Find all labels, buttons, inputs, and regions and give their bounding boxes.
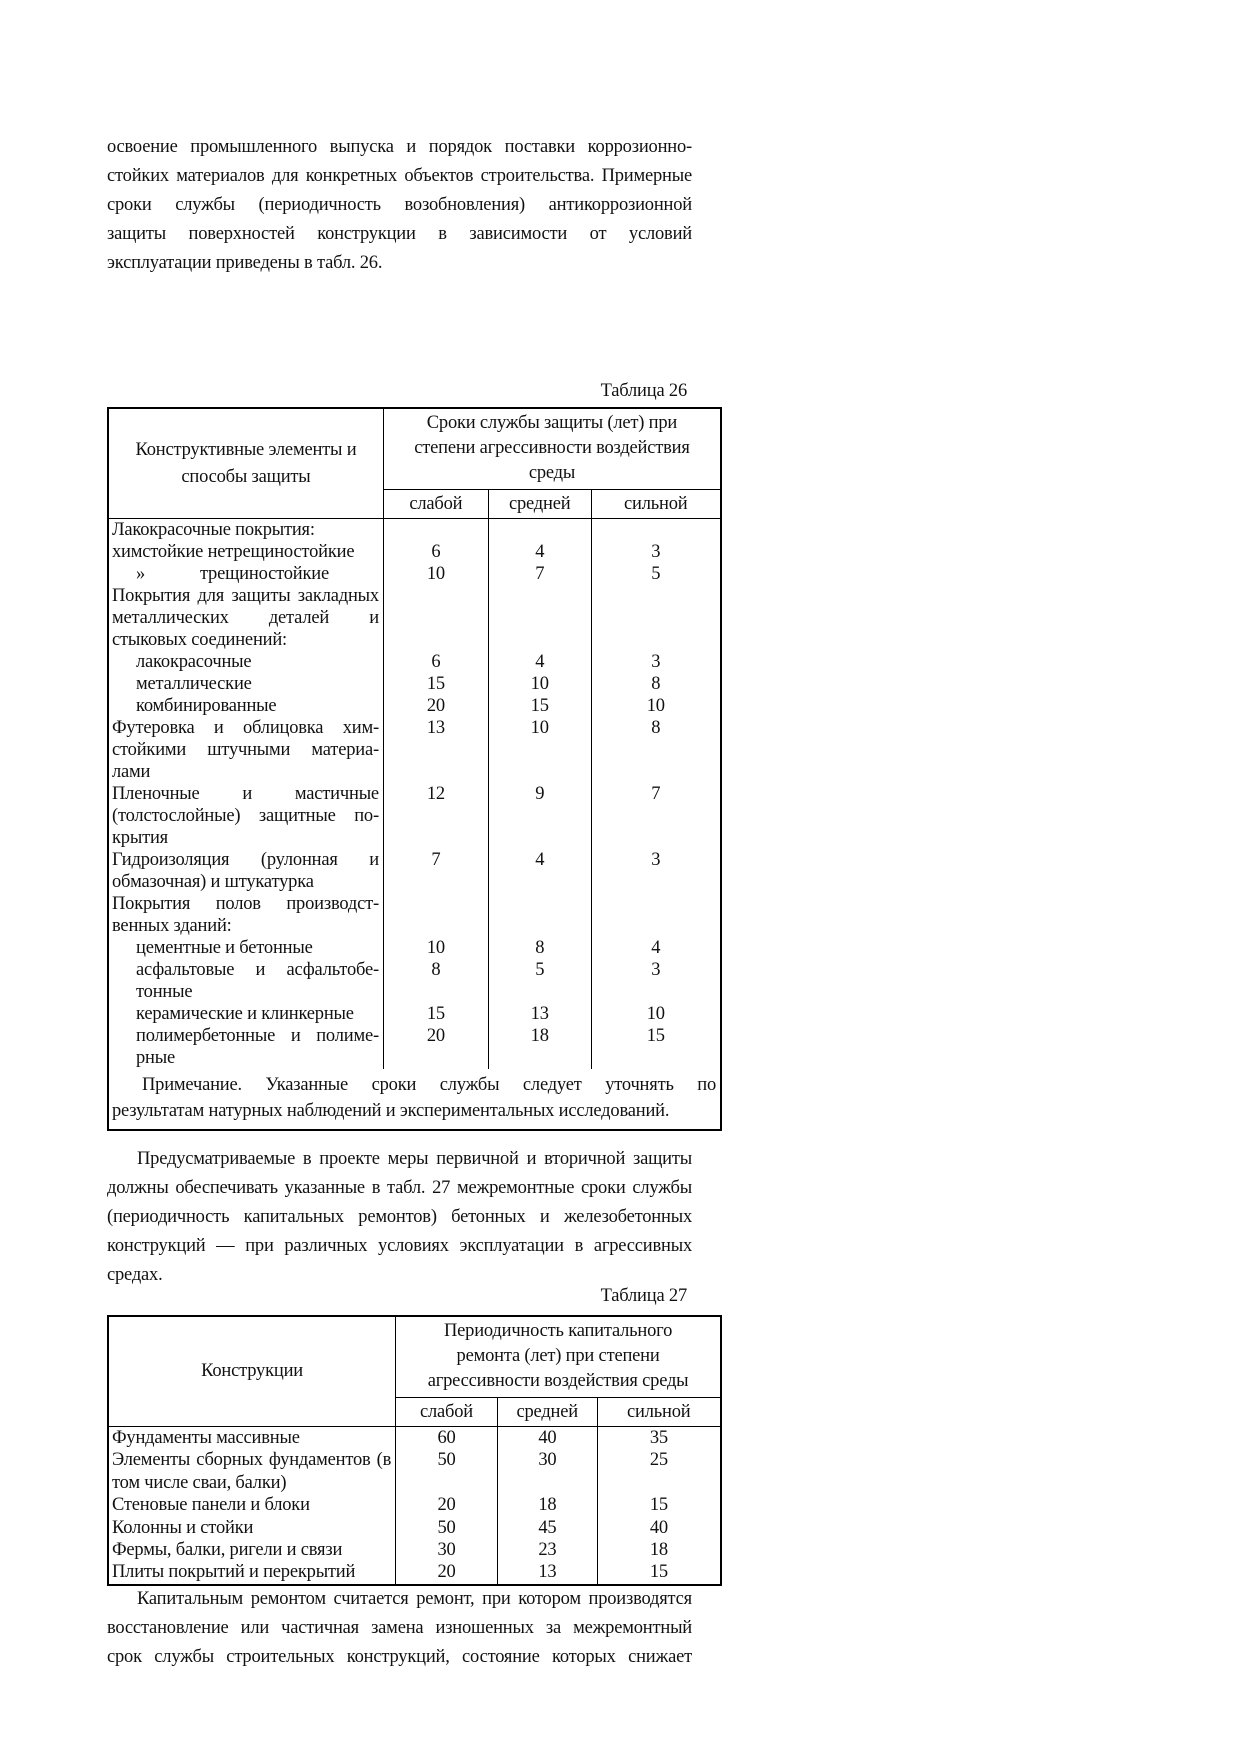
text-line: сроки службы (периодичность возобновления) антикоррозионной	[107, 195, 692, 215]
text-line: Фундаменты массивные	[112, 1428, 300, 1448]
text-line: металлических деталей и	[112, 608, 379, 628]
header-line: степени агрессивности воздействия	[414, 438, 690, 458]
row-label-cell	[109, 1561, 396, 1583]
value-cell: 15	[426, 674, 445, 694]
text-line: лами	[112, 762, 151, 782]
text-line: Лакокрасочные покрытия:	[112, 520, 315, 540]
text-line: Капитальным ремонтом считается ремонт, при котором производятся	[137, 1589, 692, 1609]
text-line: крытия	[112, 828, 168, 848]
text-line: Пленочные и мастичные	[112, 784, 379, 804]
value-cell: 50	[437, 1517, 456, 1538]
text-line: (толстослойные) защитные по-	[112, 806, 379, 826]
row-label-cell	[109, 651, 384, 673]
text-line: конструкций — при различных условиях эксплуатации в агрессивных	[107, 1236, 692, 1256]
table-row	[109, 651, 720, 673]
table26-subheader	[384, 490, 720, 518]
table26-note	[109, 1069, 720, 1129]
subheader-cell: средней	[497, 1398, 598, 1426]
value-cell: 40	[649, 1517, 668, 1538]
value-cell: 20	[426, 696, 445, 716]
header-line: способы защиты	[181, 466, 311, 487]
header-span-lines	[384, 409, 720, 490]
table27-header-col1	[109, 1317, 396, 1426]
table-row	[109, 563, 720, 585]
value-cell: 4	[651, 938, 661, 958]
value-cell	[384, 519, 488, 541]
table-row	[109, 673, 720, 695]
table26	[107, 407, 722, 1131]
header-line: агрессивности воздействия среды	[427, 1371, 689, 1391]
value-cell: 5	[488, 959, 592, 1003]
text-line: срок службы строительных конструкций, состояние которых снижает	[107, 1647, 692, 1667]
value-cell	[384, 585, 488, 651]
value-cell: 7	[488, 563, 592, 585]
table-row	[109, 1539, 720, 1561]
table-row	[109, 1561, 720, 1583]
value-cell: 7	[431, 850, 441, 870]
table27-header	[109, 1317, 720, 1427]
table26-header-span	[384, 409, 720, 518]
table27-header-span	[396, 1317, 720, 1426]
text-line: стыковых соединений:	[112, 630, 287, 650]
text-line: (периодичность капитальных ремонтов) бетонных и железобетонных	[107, 1207, 692, 1227]
table-row	[109, 1025, 720, 1069]
value-cell	[592, 585, 720, 651]
value-cell: 10	[426, 938, 445, 958]
value-cell: 20	[437, 1495, 456, 1516]
text-line: эксплуатации приведены в табл. 26.	[107, 253, 383, 273]
table27	[107, 1315, 722, 1586]
row-label-cell	[109, 563, 384, 585]
value-cell	[488, 585, 592, 651]
value-cell	[488, 519, 592, 541]
row-label-cell	[109, 1427, 396, 1449]
table26-body	[109, 519, 720, 1069]
text-line: керамические и клинкерные	[136, 1004, 354, 1024]
row-label-cell	[109, 673, 384, 695]
table26-caption: Таблица 26	[600, 381, 687, 401]
value-cell: 7	[651, 784, 661, 804]
value-cell: 10	[426, 564, 445, 584]
row-label-cell	[109, 959, 384, 1003]
row-label-cell	[109, 1494, 396, 1516]
text-line: Предусматриваемые в проекте меры первичной и вторичной защиты	[137, 1149, 692, 1169]
value-cell: 5	[651, 564, 661, 584]
text-line: защиты поверхностей конструкции в зависимости от условий	[107, 224, 692, 244]
value-cell: 15	[426, 1004, 445, 1024]
row-label-cell	[109, 717, 384, 783]
row-label-cell	[109, 695, 384, 717]
header-line: Сроки службы защиты (лет) при	[426, 413, 678, 433]
value-cell: 3	[651, 542, 661, 562]
table27-body	[109, 1427, 720, 1584]
value-cell: 15	[649, 1495, 668, 1516]
table27-subheader	[396, 1398, 720, 1426]
table-row	[109, 937, 720, 959]
value-cell: 23	[497, 1539, 598, 1561]
table26-header-col1	[109, 409, 384, 518]
row-label-cell	[109, 849, 384, 893]
table-row	[109, 1427, 720, 1449]
table27-caption: Таблица 27	[600, 1286, 687, 1306]
middle-paragraph	[107, 1145, 692, 1290]
row-label-cell	[109, 937, 384, 959]
value-cell: 3	[651, 850, 661, 870]
text-line: комбинированные	[136, 696, 277, 716]
text-line: » трещиностойкие	[136, 564, 329, 584]
closing-paragraph	[107, 1585, 692, 1672]
value-cell: 10	[646, 696, 665, 716]
table-row	[109, 849, 720, 893]
header-line: ремонта (лет) при степени	[456, 1346, 660, 1366]
row-label-cell	[109, 519, 384, 541]
value-cell: 20	[437, 1562, 456, 1583]
value-cell: 35	[649, 1428, 668, 1448]
value-cell: 10	[488, 673, 592, 695]
value-cell: 4	[488, 849, 592, 893]
text-line: восстановление или частичная замена изношенных за межремонтный	[107, 1618, 692, 1638]
value-cell: 6	[431, 652, 441, 672]
value-cell	[488, 893, 592, 937]
text-line: стойкими штучными материа-	[112, 740, 379, 760]
value-cell: 25	[649, 1450, 668, 1471]
text-line: том числе сваи, балки)	[112, 1472, 287, 1493]
value-cell: 18	[488, 1025, 592, 1069]
table-row	[109, 1449, 720, 1494]
text-line: полимербетонные и полиме-	[136, 1026, 379, 1046]
value-cell: 13	[497, 1561, 598, 1583]
text-line: тонные	[136, 982, 193, 1002]
value-cell: 30	[497, 1449, 598, 1494]
table-row	[109, 783, 720, 849]
value-cell	[592, 519, 720, 541]
text-line: лакокрасочные	[136, 652, 252, 672]
text-line: результатам натурных наблюдений и экспериментальных исследований.	[112, 1101, 670, 1121]
value-cell: 10	[646, 1004, 665, 1024]
value-cell: 20	[426, 1026, 445, 1046]
text-line: Колонны и стойки	[112, 1517, 254, 1538]
value-cell: 13	[426, 718, 445, 738]
table-row	[109, 695, 720, 717]
table-row	[109, 1517, 720, 1539]
table-row	[109, 959, 720, 1003]
text-line: обмазочная) и штукатурка	[112, 872, 314, 892]
value-cell: 18	[649, 1540, 668, 1561]
value-cell: 8	[488, 937, 592, 959]
row-label-cell	[109, 783, 384, 849]
row-label-cell	[109, 1517, 396, 1539]
header-line: Периодичность капитального	[443, 1321, 673, 1341]
text-line: Покрытия для защиты закладных	[112, 586, 379, 606]
row-label-cell	[109, 1025, 384, 1069]
table26-header	[109, 409, 720, 519]
value-cell: 18	[497, 1494, 598, 1516]
text-line: Примечание. Указанные сроки службы следует уточнять по	[142, 1075, 716, 1095]
header-line: Конструктивные элементы и	[135, 439, 357, 460]
value-cell: 8	[431, 960, 441, 980]
value-cell: 13	[488, 1003, 592, 1025]
text-line: должны обеспечивать указанные в табл. 27 межремонтные сроки службы	[107, 1178, 692, 1198]
value-cell	[384, 893, 488, 937]
table-row	[109, 1003, 720, 1025]
row-label-cell	[109, 1003, 384, 1025]
subheader-cell: сильной	[627, 1402, 691, 1422]
value-cell: 50	[437, 1450, 456, 1471]
value-cell: 6	[431, 542, 441, 562]
text-line: металлические	[136, 674, 252, 694]
value-cell: 60	[437, 1428, 456, 1448]
text-line: венных зданий:	[112, 916, 232, 936]
header-line: Конструкции	[201, 1361, 303, 1381]
value-cell: 30	[437, 1540, 456, 1561]
text-line: цементные и бетонные	[136, 938, 313, 958]
text-line: рные	[136, 1048, 175, 1068]
value-cell: 8	[651, 718, 661, 738]
row-label-cell	[109, 1449, 396, 1494]
row-label-cell	[109, 585, 384, 651]
text-line: Плиты покрытий и перекрытий	[112, 1562, 356, 1583]
text-line: стойких материалов для конкретных объектов строительства. Примерные	[107, 166, 692, 186]
subheader-cell: сильной	[624, 494, 688, 514]
value-cell: 10	[488, 717, 592, 783]
text-line: Гидроизоляция (рулонная и	[112, 850, 379, 870]
table-row	[109, 585, 720, 651]
text-line: Элементы сборных фундаментов (в	[112, 1450, 392, 1471]
table-row	[109, 893, 720, 937]
table-row	[109, 717, 720, 783]
header-span-lines	[396, 1317, 720, 1398]
value-cell: 3	[651, 960, 661, 980]
row-label-cell	[109, 541, 384, 563]
text-line: асфальтовые и асфальтобе-	[136, 960, 379, 980]
value-cell: 9	[488, 783, 592, 849]
subheader-cell: слабой	[419, 1402, 474, 1422]
text-line: Покрытия полов производст-	[112, 894, 379, 914]
value-cell: 4	[488, 651, 592, 673]
table-row	[109, 541, 720, 563]
intro-paragraph	[107, 133, 692, 278]
subheader-cell: средней	[488, 490, 592, 518]
value-cell: 4	[488, 541, 592, 563]
value-cell: 12	[426, 784, 445, 804]
subheader-cell: слабой	[409, 494, 463, 514]
header-line: среды	[528, 463, 576, 483]
value-cell: 15	[646, 1026, 665, 1046]
text-line: Фермы, балки, ригели и связи	[112, 1540, 343, 1561]
value-cell: 40	[497, 1427, 598, 1449]
value-cell	[592, 893, 720, 937]
value-cell: 15	[488, 695, 592, 717]
value-cell: 8	[651, 674, 661, 694]
text-line: Футеровка и облицовка хим-	[112, 718, 379, 738]
row-label-cell	[109, 893, 384, 937]
value-cell: 45	[497, 1517, 598, 1539]
value-cell: 15	[649, 1562, 668, 1583]
text-line: освоение промышленного выпуска и порядок поставки коррозионно-	[107, 137, 692, 157]
text-line: Стеновые панели и блоки	[112, 1495, 310, 1516]
table-row	[109, 1494, 720, 1516]
value-cell: 3	[651, 652, 661, 672]
row-label-cell	[109, 1539, 396, 1561]
text-line: средах.	[107, 1265, 163, 1285]
table-row	[109, 519, 720, 541]
text-line: химстойкие нетрещиностойкие	[112, 542, 355, 562]
